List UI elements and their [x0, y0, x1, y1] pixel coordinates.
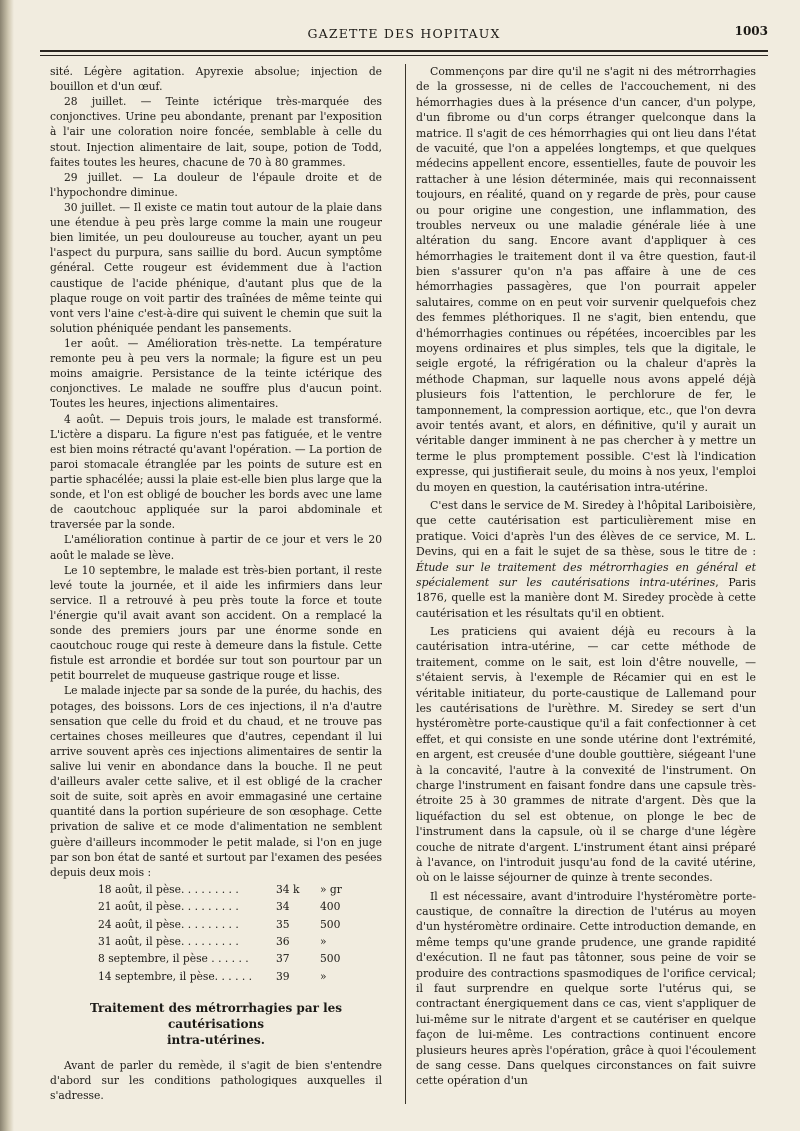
weight-date: 18 août, il pèse. . . . . . . . .: [98, 882, 239, 896]
text-run: , Paris 1876, quelle est la manière dont M. Siredey procède à cette cautérisation et les résultats qu'il en obtient.: [416, 575, 756, 620]
page-edge-shadow: [0, 0, 14, 1131]
weight-gr: 500: [320, 917, 341, 931]
column-divider: [405, 64, 406, 1104]
paragraph: sité. Légère agitation. Apyrexie absolue; injection de bouillon et d'un œuf.: [50, 65, 382, 94]
weights-table: [98, 882, 382, 986]
paragraph: 29 juillet. — La douleur de l'épaule droite et de l'hypochondre diminue.: [50, 170, 382, 199]
weight-kg: 37: [276, 952, 290, 966]
header-rule-thick: [40, 50, 768, 52]
weight-gr: 500: [320, 952, 341, 966]
weight-date: 8 septembre, il pèse . . . . . .: [98, 952, 249, 966]
left-column: [50, 64, 382, 1104]
weight-date: 21 août, il pèse. . . . . . . . .: [98, 900, 239, 914]
weights-row: [98, 899, 382, 916]
weights-row: [98, 917, 382, 934]
page-header: [40, 20, 768, 48]
weights-row: [98, 882, 382, 899]
paragraph: Les praticiens qui avaient déjà eu recours à la cautérisation intra-utérine, — car cette méthode de traitement, comme on le sait, est loin d'être nouvelle, — s'étaient servis, à l'exemple de Récamier qui en est le véritable initiateur, du porte-caustique de Lallemand pour les cautérisations de l'urèthre. M. Siredey se sert d'un hystéromètre porte-caustique qu'il a fait confectionner à cet effet, et qui consiste en une sonde utérine dont l'extrémité, en argent, est creusée d'une double gouttière, siégeant l'une à la concavité, l'autre à la convexité de l'instrument. On charge l'instrument en faisant fondre dans une capsule très-étroite 25 à 30 grammes de nitrate d'argent. Dès que la liquéfaction du sel est obtenue, on plonge le bec de l'instrument dans la capsule, où il se charge d'une légère couche de nitrate d'argent. L'instrument étant ainsi préparé à l'avance, on l'introduit jusqu'au fond de la cavité utérine, où on le laisse séjourner de quinze à trente secondes.: [416, 625, 756, 885]
weight-kg: 35: [276, 917, 290, 931]
journal-title: GAZETTE DES HOPITAUX: [307, 26, 501, 41]
weight-gr: » gr: [320, 882, 342, 896]
paragraph: Le malade injecte par sa sonde de la purée, du hachis, des potages, des boissons. Lors de ces injections, il n'a d'autre sensation que celle du froid et du chaud, et ne trouve pas certaines choses meilleures que d'autres, cependant il lui arrive souvent après ces injections alimentaires de sentir la salive lui venir en abondance dans la bouche. Il ne peut d'ailleurs avaler cette salive, et il est obligé de la cracher soit de suite, soit après en avoir emmagasiné une certaine quantité dans la portion supérieure de son œsophage. Cette privation de salive et ce mode d'alimentation ne semblent guère d'ailleurs incommoder le petit malade, si l'on en juge par son bon état de santé et surtout par l'examen des pesées depuis deux mois :: [50, 684, 382, 879]
paragraph: 30 juillet. — Il existe ce matin tout autour de la plaie dans une étendue à peu près large comme la main une rougeur bien limitée, un peu douloureuse au toucher, ayant un peu l'aspect du purpura, sans saillie du bord. Aucun symptôme général. Cette rougeur est évidemment due à l'action caustique de l'acide phénique, d'autant plus que de la plaque rouge on voit partir des traînées de même teinte qui vont vers l'aine c'est-à-dire qui suivent le chemin que suit la solution phéniquée pendant les pansements.: [50, 200, 382, 335]
weight-gr: »: [320, 935, 327, 949]
paragraph: 4 août. — Depuis trois jours, le malade est transformé. L'ictère a disparu. La figure n'est pas fatiguée, et le ventre est bien moins rétracté qu'avant l'opération. — La portion de paroi stomacale étranglée par les points de suture est en partie sphacélée; aussi la plaie est-elle bien plus large que la sonde, et l'on est obligé de boucher les bords avec une lame de caoutchouc appliquée sur la paroi abdominale et traversée par la sonde.: [50, 412, 382, 532]
paragraph: Il est nécessaire, avant d'introduire l'hystéromètre porte-caustique, de connaître la direction de l'utérus au moyen d'un hystéromètre ordinaire. Cette introduction demande, en même temps qu'une grande prudence, une grande rapidité d'exécution. Il ne faut pas tâtonner, sous peine de voir se produire des contractions spasmodiques de l'orifice cervical; il faut surprendre en quelque sorte l'utérus qui, se contractant énergiquement dans ce cas, vient s'appliquer de lui-même sur le nitrate d'argent et se cautériser en quelque façon de lui-même. Les contractions continuent encore plusieurs heures après l'opération, grâce à quoi l'écoulement de sang cesse. Dans quelques circonstances on fait suivre cette opération d'un: [416, 889, 756, 1088]
paragraph: [416, 498, 756, 621]
page-number: 1003: [734, 24, 768, 38]
weight-gr: 400: [320, 900, 341, 914]
paragraph: 1er août. — Amélioration très-nette. La température remonte peu à peu vers la normale; la figure est un peu moins amaigrie. Persistance de la teinte ictérique des conjonctives. Le malade ne souffre plus d'aucun point. Toutes les heures, injections alimentaires.: [50, 336, 382, 411]
text-run: C'est dans le service de M. Siredey à l'hôpital Lariboisière, que cette cautérisation est particulièrement mise en pratique. Voici d'après l'un des élèves de ce service, M. L. Devins, qui en a fait le sujet de sa thèse, sous le titre de :: [416, 498, 756, 559]
paragraph: Commençons par dire qu'il ne s'agit ni des métrorrhagies de la grossesse, ni de celles de l'accouchement, ni des hémorrhagies dues à la présence d'un cancer, d'un polype, d'un fibrome ou d'un corps étranger quelconque dans la matrice. Il s'agit de ces hémorrhagies qui ont lieu dans l'état de vacuité, que l'on a appelées longtemps, et que quelques médecins appellent encore, essentielles, faute de pouvoir les rattacher à une lésion déterminée, mais qui reconnaissent toujours, en réalité, quand on y regarde de près, pour cause ou pour origine une congestion, une inflammation, des troubles nerveux ou une maladie générale liée à une altération du sang. Encore avant d'appliquer à ces hémorrhagies le traitement dont il va être question, faut-il bien s'assurer qu'on n'a pas affaire à une de ces hémorrhagies passagères, que l'on pourrait appeler salutaires, comme on en peut voir survenir quelquefois chez des femmes pléthoriques. Il ne s'agit, bien entendu, que d'hémorrhagies continues ou répétées, incoercibles par les moyens ordinaires et plus simples, tels que la digitale, le seigle ergoté, la réfrigération ou la chaleur d'après la méthode Chapman, sur laquelle nous avons appelé déjà plusieurs fois l'attention, le perchlorure de fer, le tamponnement, la compression aortique, etc., que l'on devra avoir tentés avant, et alors, en définitive, qu'il y aurait un véritable danger imminent à ne pas chercher à y mettre un terme le plus promptement possible. C'est là l'indication expresse, qui justifierait seule, du moins à nos yeux, l'emploi du moyen en question, la cautérisation intra-utérine.: [416, 65, 756, 494]
weight-date: 24 août, il pèse. . . . . . . . .: [98, 917, 239, 931]
right-column: [416, 64, 756, 1089]
section-title-line: Traitement des métrorrhagies par les cautérisations: [89, 1001, 343, 1032]
section-title-line: intra-utérines.: [167, 1033, 265, 1048]
paragraph: L'amélioration continue à partir de ce jour et vers le 20 août le malade se lève.: [50, 533, 382, 562]
weight-gr: »: [320, 969, 327, 983]
weights-row: [98, 934, 382, 951]
weight-kg: 39: [276, 969, 290, 983]
weight-kg: 34 k: [276, 882, 300, 896]
weight-kg: 36: [276, 935, 290, 949]
weight-date: 31 août, il pèse. . . . . . . . .: [98, 935, 239, 949]
paragraph: Avant de parler du remède, il s'agit de bien s'entendre d'abord sur les conditions pathologiques auxquelles il s'adresse.: [50, 1059, 382, 1103]
thesis-title: Étude sur le traitement des métrorrhagies en général et spécialement sur les cautérisations intra-utérines: [416, 560, 756, 589]
paragraph: 28 juillet. — Teinte ictérique très-marquée des conjonctives. Urine peu abondante, prenant par l'exposition à l'air une coloration noire foncée, semblable à celle du stout. Injection alimentaire de lait, soupe, potion de Todd, faites toutes les heures, chacune de 70 à 80 grammes.: [50, 95, 382, 169]
weight-kg: 34: [276, 900, 290, 914]
paragraph: Le 10 septembre, le malade est très-bien portant, il reste levé toute la journée, et il aide les infirmiers dans leur service. Il a retrouvé à peu près toute la force et toute l'énergie qu'il avait avant son accident. On a remplacé la sonde des premiers jours par une énorme sonde en caoutchouc rouge qui reste à demeure dans la fistule. Cette fistule est arrondie et bordée sur tout son pourtour par un petit bourrelet de muqueuse gastrique rouge et lisse.: [50, 563, 382, 683]
section-title: [50, 1000, 382, 1048]
header-rule-thin: [40, 55, 768, 56]
weight-date: 14 septembre, il pèse. . . . . .: [98, 969, 253, 983]
weights-row: [98, 951, 382, 968]
weights-row: [98, 969, 382, 986]
